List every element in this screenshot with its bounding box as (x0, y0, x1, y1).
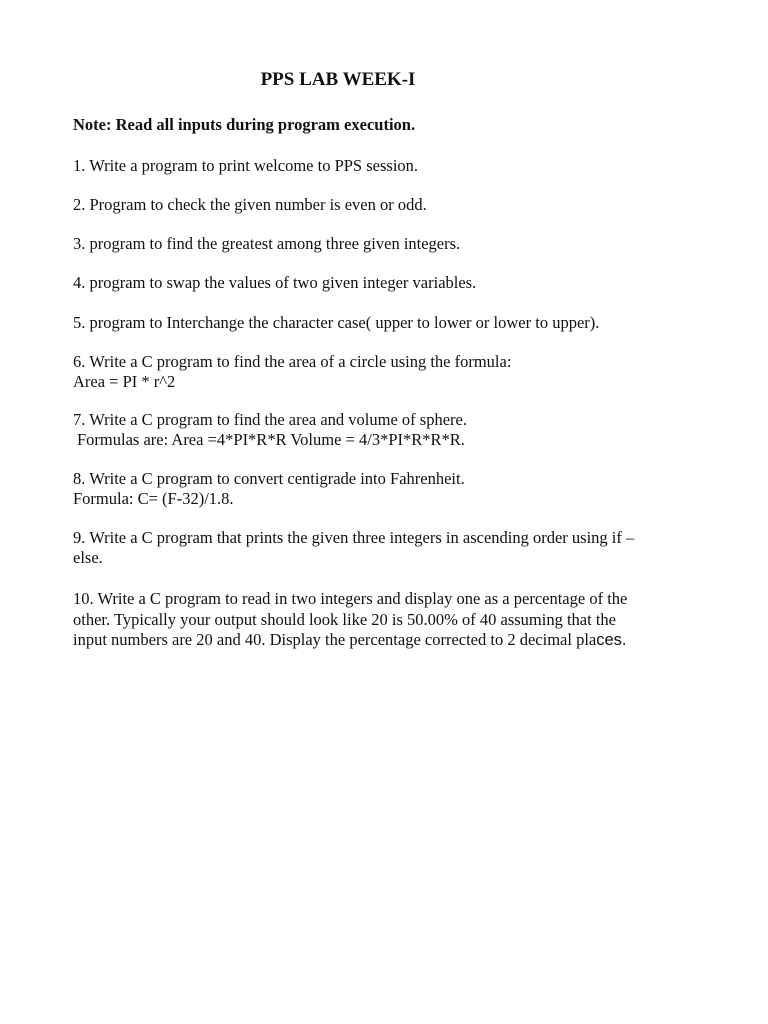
exercise-line: 9. Write a C program that prints the given three integers in ascending order using if – (73, 528, 635, 547)
exercise-item-6 (73, 352, 703, 392)
exercise-line-continued: other. Typically your output should look like 20 is 50.00% of 40 assuming that the (73, 609, 616, 629)
exercise-item-10 (73, 589, 703, 651)
exercise-line: 6. Write a C program to find the area of a circle using the formula: (73, 352, 512, 371)
exercise-line: 10. Write a C program to read in two integers and display one as a percentage of the (73, 589, 628, 608)
exercise-item-4 (73, 273, 703, 293)
exercise-item-7 (73, 410, 703, 450)
exercise-item-1 (73, 156, 703, 176)
exercise-line-continued: else. (73, 548, 103, 567)
exercise-item-8 (73, 469, 703, 509)
exercise-line: 2. Program to check the given number is even or odd. (73, 195, 427, 214)
exercise-line: 8. Write a C program to convert centigrade into Fahrenheit. (73, 469, 465, 488)
formula-line: Formula: C= (F-32)/1.8. (73, 489, 234, 508)
exercise-line-text: input numbers are 20 and 40. Display the percentage corrected to 2 decimal pla (73, 630, 597, 649)
exercise-item-5 (73, 313, 703, 333)
exercise-line: 4. program to swap the values of two given integer variables. (73, 273, 477, 292)
formula-line: Formulas are: Area =4*PI*R*R Volume = 4/3*PI*R*R*R. (77, 430, 465, 449)
exercise-line: 5. program to Interchange the character case( upper to lower or lower to upper). (73, 313, 600, 332)
note-text: Note: Read all inputs during program execution. (73, 115, 416, 134)
exercise-line: 7. Write a C program to find the area and volume of sphere. (73, 410, 467, 429)
exercise-item-3 (73, 234, 703, 254)
exercise-line: 1. Write a program to print welcome to PPS session. (73, 156, 419, 175)
exercise-line-tail: ces. (596, 631, 627, 649)
exercise-item-9 (73, 528, 703, 568)
page-title: PPS LAB WEEK-I (260, 69, 416, 90)
formula-line: Area = PI * r^2 (73, 372, 176, 391)
exercise-item-2 (73, 195, 703, 215)
exercise-line: 3. program to find the greatest among three given integers. (73, 234, 461, 253)
exercise-line-final (73, 630, 703, 651)
